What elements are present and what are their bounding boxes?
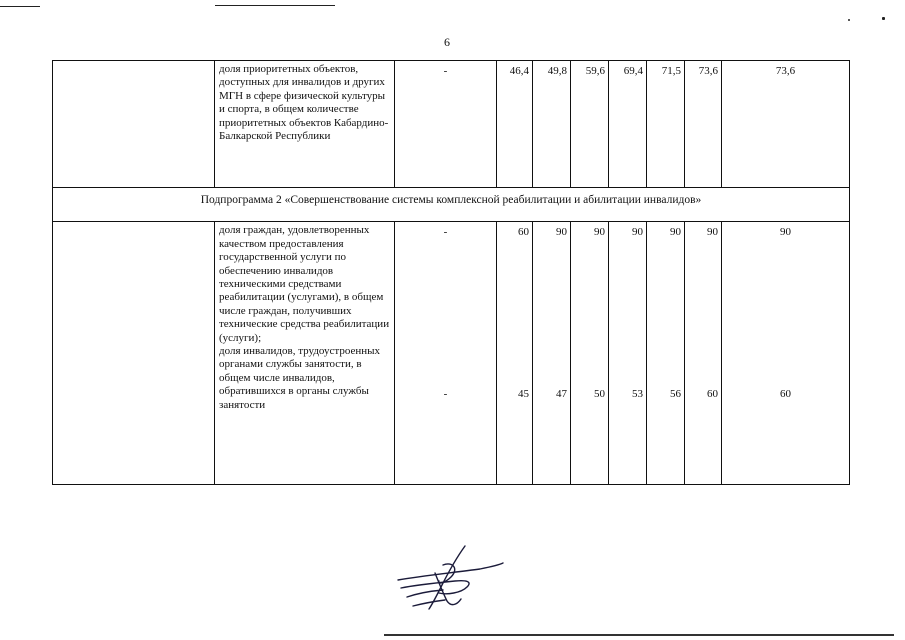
- value-year-4-stack: [609, 222, 647, 485]
- signature-image: [395, 543, 505, 615]
- final-value: 73,6: [722, 61, 850, 188]
- table-row: [53, 61, 850, 188]
- indicator-description: доля граждан, удовлетворенных качеством предоставления государственной услуги по обеспечению инвалидов техническими средствами реабилитации (услугами), в общем числе граждан, получивших технические средства реабилитации (услуги);: [219, 224, 390, 344]
- subprogram-row: [53, 188, 850, 222]
- value-year-2-stack: [533, 222, 571, 485]
- empty-cell: [53, 222, 215, 485]
- value-year-2: 90: [556, 226, 567, 239]
- value-year-4: 90: [632, 226, 643, 239]
- value-year-5: 71,5: [647, 61, 685, 188]
- final-value: 60: [780, 387, 791, 400]
- scan-dot-2: [882, 17, 885, 20]
- value-year-6-stack: [685, 222, 722, 485]
- value-year-5: 56: [670, 387, 681, 400]
- value-year-6: 73,6: [685, 61, 722, 188]
- base-value: -: [443, 226, 448, 239]
- value-year-6: 90: [707, 226, 718, 239]
- value-year-4: 69,4: [609, 61, 647, 188]
- value-year-1: 60: [518, 226, 529, 239]
- base-value: -: [395, 61, 497, 188]
- value-year-1: 45: [518, 387, 529, 400]
- value-year-3: 90: [594, 226, 605, 239]
- value-year-2: 49,8: [533, 61, 571, 188]
- scan-mark-top-left: [0, 6, 40, 7]
- bottom-rule: [384, 634, 894, 636]
- indicator-description: доля приоритетных объектов, доступных для инвалидов и других МГН в сфере физической культуры и спорта, в общем количестве приоритетных объектов Кабардино-Балкарской Республики: [215, 61, 395, 188]
- empty-cell: [53, 61, 215, 188]
- value-year-5: 90: [670, 226, 681, 239]
- scan-mark-top-mid: [215, 5, 335, 6]
- indicator-description-stack: [215, 222, 395, 485]
- base-value: -: [443, 387, 448, 400]
- value-year-3: 50: [594, 387, 605, 400]
- scan-dot-1: [848, 19, 850, 21]
- value-year-1: 46,4: [497, 61, 533, 188]
- value-year-3: 59,6: [571, 61, 609, 188]
- indicators-table: [52, 60, 850, 485]
- value-year-6: 60: [707, 387, 718, 400]
- value-year-3-stack: [571, 222, 609, 485]
- table-row: [53, 222, 850, 485]
- final-value-stack: [722, 222, 850, 485]
- base-value-stack: [395, 222, 497, 485]
- value-year-1-stack: [497, 222, 533, 485]
- page-number: 6: [444, 35, 450, 49]
- value-year-2: 47: [556, 387, 567, 400]
- value-year-4: 53: [632, 387, 643, 400]
- subprogram-title: Подпрограмма 2 «Совершенствование системы комплексной реабилитации и абилитации инвалидов»: [53, 188, 850, 222]
- final-value: 90: [780, 226, 791, 239]
- indicator-description: доля инвалидов, трудоустроенных органами службы занятости, в общем числе инвалидов, обратившихся в органы службы занятости: [219, 345, 381, 411]
- value-year-5-stack: [647, 222, 685, 485]
